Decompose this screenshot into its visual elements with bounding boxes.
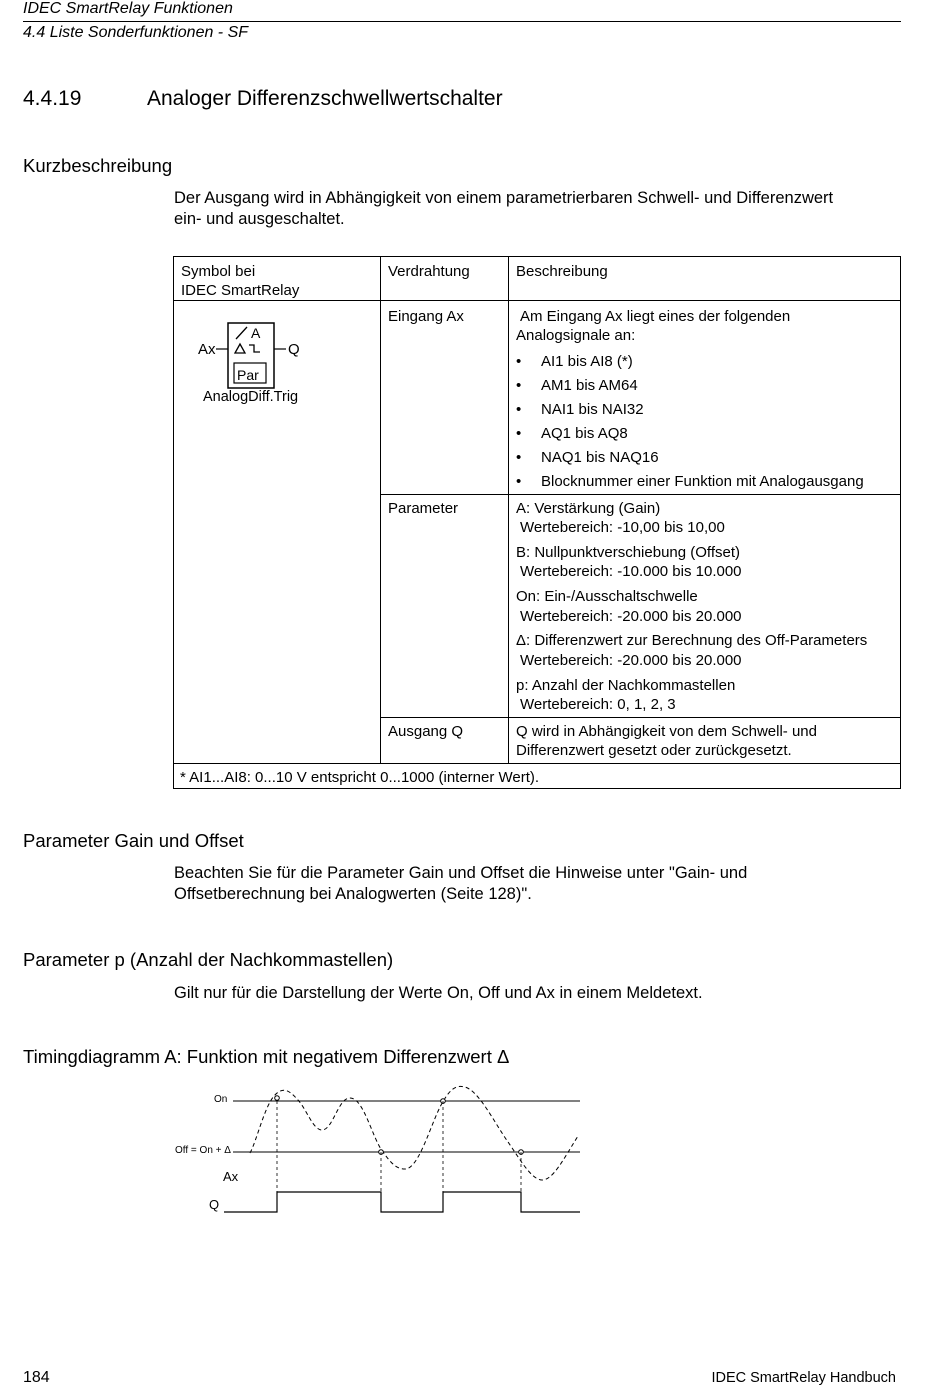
kurzbeschreibung-line-2: ein- und ausgeschaltet. (174, 210, 345, 228)
table-row-rule-2 (380, 717, 900, 718)
heading-gain-offset: Parameter Gain und Offset (23, 830, 244, 851)
section-title: Analoger Differenzschwellwertschalter (147, 87, 503, 110)
param-range: Wertebereich: -10.000 bis 10.000 (520, 563, 742, 580)
heading-parameter-p: Parameter p (Anzahl der Nachkommastellen) (23, 949, 394, 970)
param-name: B: Nullpunktverschiebung (Offset) (516, 544, 740, 561)
table-footnote: * AI1...AI8: 0...10 V entspricht 0...1000 (interner Wert). (180, 769, 540, 786)
timing-label-off: Off = On + Δ (175, 1145, 231, 1156)
gain-offset-line-2: Offsetberechnung bei Analogwerten (Seite 128)". (174, 885, 532, 903)
heading-timing-diagram: Timingdiagramm A: Funktion mit negativem Differenzwert Δ (23, 1046, 510, 1067)
param-name: Δ: Differenzwert zur Berechnung des Off-Parameters (516, 632, 868, 649)
timing-label-q: Q (209, 1197, 220, 1212)
parameter-p-line-1: Gilt nur für die Darstellung der Werte On, Off und Ax in einem Meldetext. (174, 984, 703, 1002)
running-header-chapter: 4.4 Liste Sonderfunktionen - SF (23, 24, 249, 41)
symbol-par-label: Par (237, 367, 259, 383)
row-input-wiring: Eingang Ax (388, 308, 464, 325)
row-output-desc-line-1: Q wird in Abhängigkeit von dem Schwell- und (516, 723, 817, 740)
symbol-block-a: A (251, 325, 261, 341)
timing-label-ax: Ax (223, 1169, 239, 1184)
param-range: Wertebereich: -20.000 bis 20.000 (520, 652, 742, 669)
table-vline-1 (380, 257, 381, 763)
page-number: 184 (23, 1369, 50, 1386)
row-input-desc-line-2: Analogsignale an: (516, 327, 636, 344)
param-range: Wertebereich: -10,00 bis 10,00 (520, 519, 725, 536)
heading-kurzbeschreibung: Kurzbeschreibung (23, 155, 173, 176)
section-number: 4.4.19 (23, 87, 82, 110)
row-output-wiring: Ausgang Q (388, 723, 464, 740)
timing-label-on: On (214, 1094, 228, 1105)
col-header-description: Beschreibung (516, 263, 608, 280)
symbol-input-label: Ax (198, 341, 216, 358)
col-header-wiring: Verdrahtung (388, 263, 470, 280)
param-name: On: Ein-/Ausschaltschwelle (516, 588, 698, 605)
row-parameter-wiring: Parameter (388, 500, 459, 517)
table-footnote-rule (174, 763, 900, 764)
col-header-symbol-line-2: IDEC SmartRelay (181, 282, 300, 299)
function-table: Symbol bei IDEC SmartRelay Verdrahtung Beschreibung Ax Q A Par AnalogDiff.Trig Eingang Ax Am Eingang Ax liegt eines der folgenden Analogsignale an: • AI1 bis AI8 (*) • AM1 bis AM64 • NAI1 bis NAI32 • AQ1 bis AQ8 • NAQ1 bis NAQ16 • Blocknummer einer Funktion mit Analogausgang Parameter A: Verstärkung (Gain) Wertebereich: -10,00 bis 10,00 B: Nullpunktverschiebung (Offset) Wertebereich: -10.000 bis 10.000 On: Ein-/Ausschaltschwelle Wertebereich: -20.000 bis 20.000 Δ: Differenzwert zur Berechnung des Off-Parameters Wertebereich: -20.000 bis 20.000 p: Anzahl der Nachkommastellen Wertebereich: 0, 1, 2, 3 Ausgang Q Q wird in Abhängigkeit von dem Schwell- und Differenzwert gesetzt oder zurückgesetzt. * AI1...AI8: 0...10 V entspricht 0...1000 (interner Wert). (173, 256, 901, 789)
param-range: Wertebereich: -20.000 bis 20.000 (520, 608, 742, 625)
table-vline-2 (508, 257, 509, 763)
row-input-desc-line-1: Am Eingang Ax liegt eines der folgenden (520, 308, 791, 325)
param-name: p: Anzahl der Nachkommastellen (516, 677, 736, 694)
symbol-output-label: Q (288, 341, 300, 358)
table-row-rule-1 (380, 494, 900, 495)
kurzbeschreibung-line-1: Der Ausgang wird in Abhängigkeit von einem parametrierbaren Schwell- und Differenzwert (174, 189, 834, 207)
gain-offset-line-1: Beachten Sie für die Parameter Gain und Offset die Hinweise unter "Gain- und (174, 864, 748, 882)
symbol-caption: AnalogDiff.Trig (203, 389, 299, 405)
param-range: Wertebereich: 0, 1, 2, 3 (520, 696, 676, 713)
param-name: A: Verstärkung (Gain) (516, 500, 661, 517)
header-rule (23, 21, 901, 22)
running-header-title: IDEC SmartRelay Funktionen (23, 0, 233, 17)
footer-title: IDEC SmartRelay Handbuch (711, 1370, 896, 1386)
timing-diagram (0, 1070, 600, 1220)
col-header-symbol-line-1: Symbol bei (181, 263, 256, 280)
row-output-desc-line-2: Differenzwert gesetzt oder zurückgesetzt. (516, 742, 792, 759)
